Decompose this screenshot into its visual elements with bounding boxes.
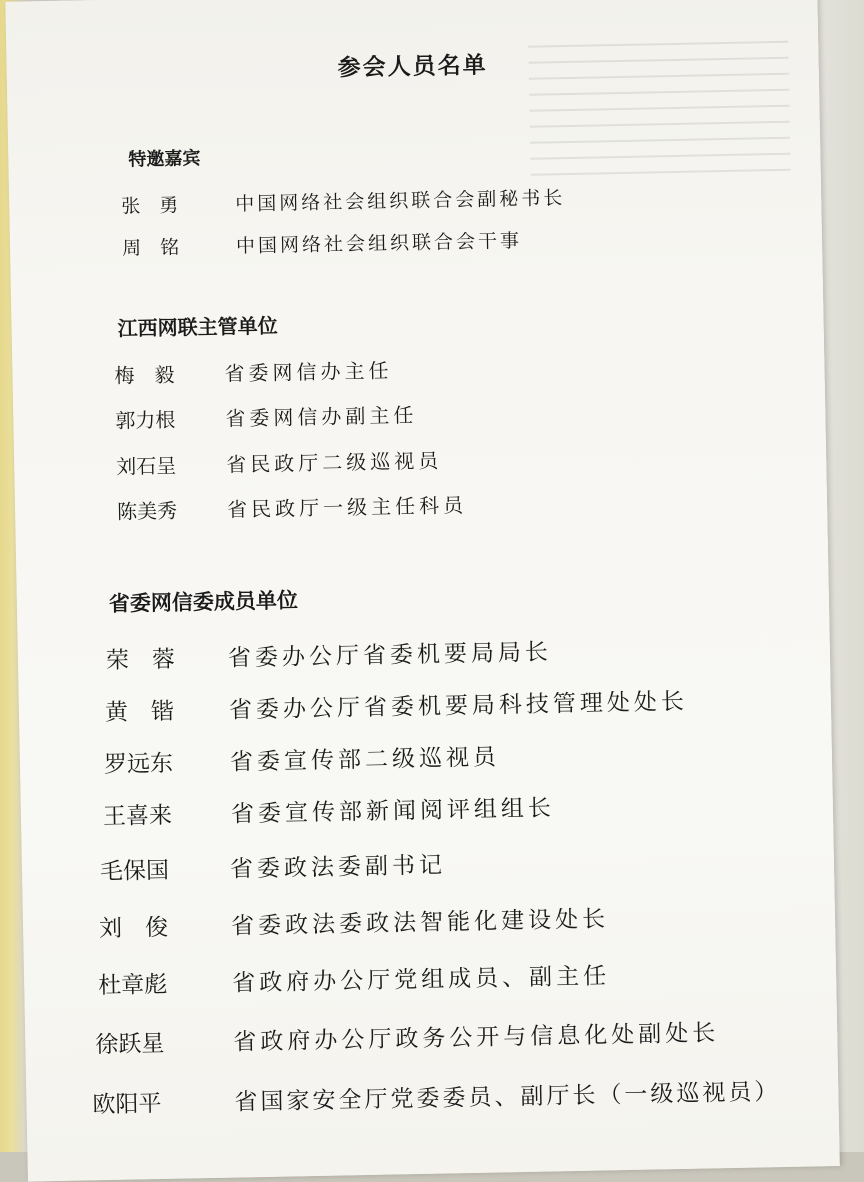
attendee-position: 省委宣传部二级巡视员 — [229, 744, 501, 776]
attendee-name: 毛保国 — [99, 857, 170, 886]
show-through-text — [528, 27, 795, 392]
attendee-name: 荣 蓉 — [105, 646, 176, 674]
attendee-name: 欧阳平 — [92, 1090, 162, 1119]
attendee-name: 罗远东 — [103, 750, 174, 779]
attendee-position: 省民政厅一级主任科员 — [226, 493, 468, 522]
attendee-name: 张 勇 — [121, 194, 179, 218]
document-page — [5, 0, 840, 1182]
page-title: 参会人员名单 — [337, 52, 488, 82]
attendee-position: 省民政厅二级巡视员 — [226, 448, 443, 477]
attendee-position: 省委办公厅省委机要局局长 — [227, 639, 553, 672]
attendee-name: 郭力根 — [115, 407, 176, 433]
attendee-name: 周 铭 — [121, 236, 180, 260]
attendee-position: 中国网络社会组织联合会副秘书长 — [235, 187, 566, 216]
attendee-name: 刘 俊 — [98, 914, 169, 943]
attendee-name: 杜章彪 — [97, 971, 168, 1000]
attendee-position: 省委政法委政法智能化建设处长 — [230, 906, 610, 940]
attendee-position: 省委网信办主任 — [224, 358, 393, 386]
attendee-position: 省政府办公厅党组成员、副主任 — [231, 963, 611, 997]
attendee-position: 省委网信办副主任 — [225, 402, 418, 431]
attendee-position: 省委政法委副书记 — [229, 852, 447, 883]
section-heading: 江西网联主管单位 — [117, 313, 278, 341]
attendee-position: 省委办公厅省委机要局科技管理处处长 — [228, 688, 689, 724]
attendee-position: 省委宣传部新闻阅评组组长 — [230, 795, 556, 828]
attendee-name: 黄 锴 — [104, 698, 175, 726]
attendee-position: 中国网络社会组织联合会干事 — [235, 229, 523, 258]
attendee-position: 省国家安全厅党委委员、副厅长（一级巡视员） — [234, 1079, 781, 1116]
attendee-name: 刘石呈 — [116, 453, 177, 479]
attendee-name: 梅 毅 — [114, 362, 175, 388]
section-heading: 特邀嘉宾 — [128, 148, 201, 171]
section-heading: 省委网信委成员单位 — [108, 588, 299, 616]
attendee-name: 陈美秀 — [116, 498, 178, 524]
attendee-name: 徐跃星 — [95, 1030, 165, 1059]
attendee-position: 省政府办公厅政务公开与信息化处副处长 — [233, 1020, 720, 1056]
attendee-name: 王喜来 — [102, 802, 173, 831]
